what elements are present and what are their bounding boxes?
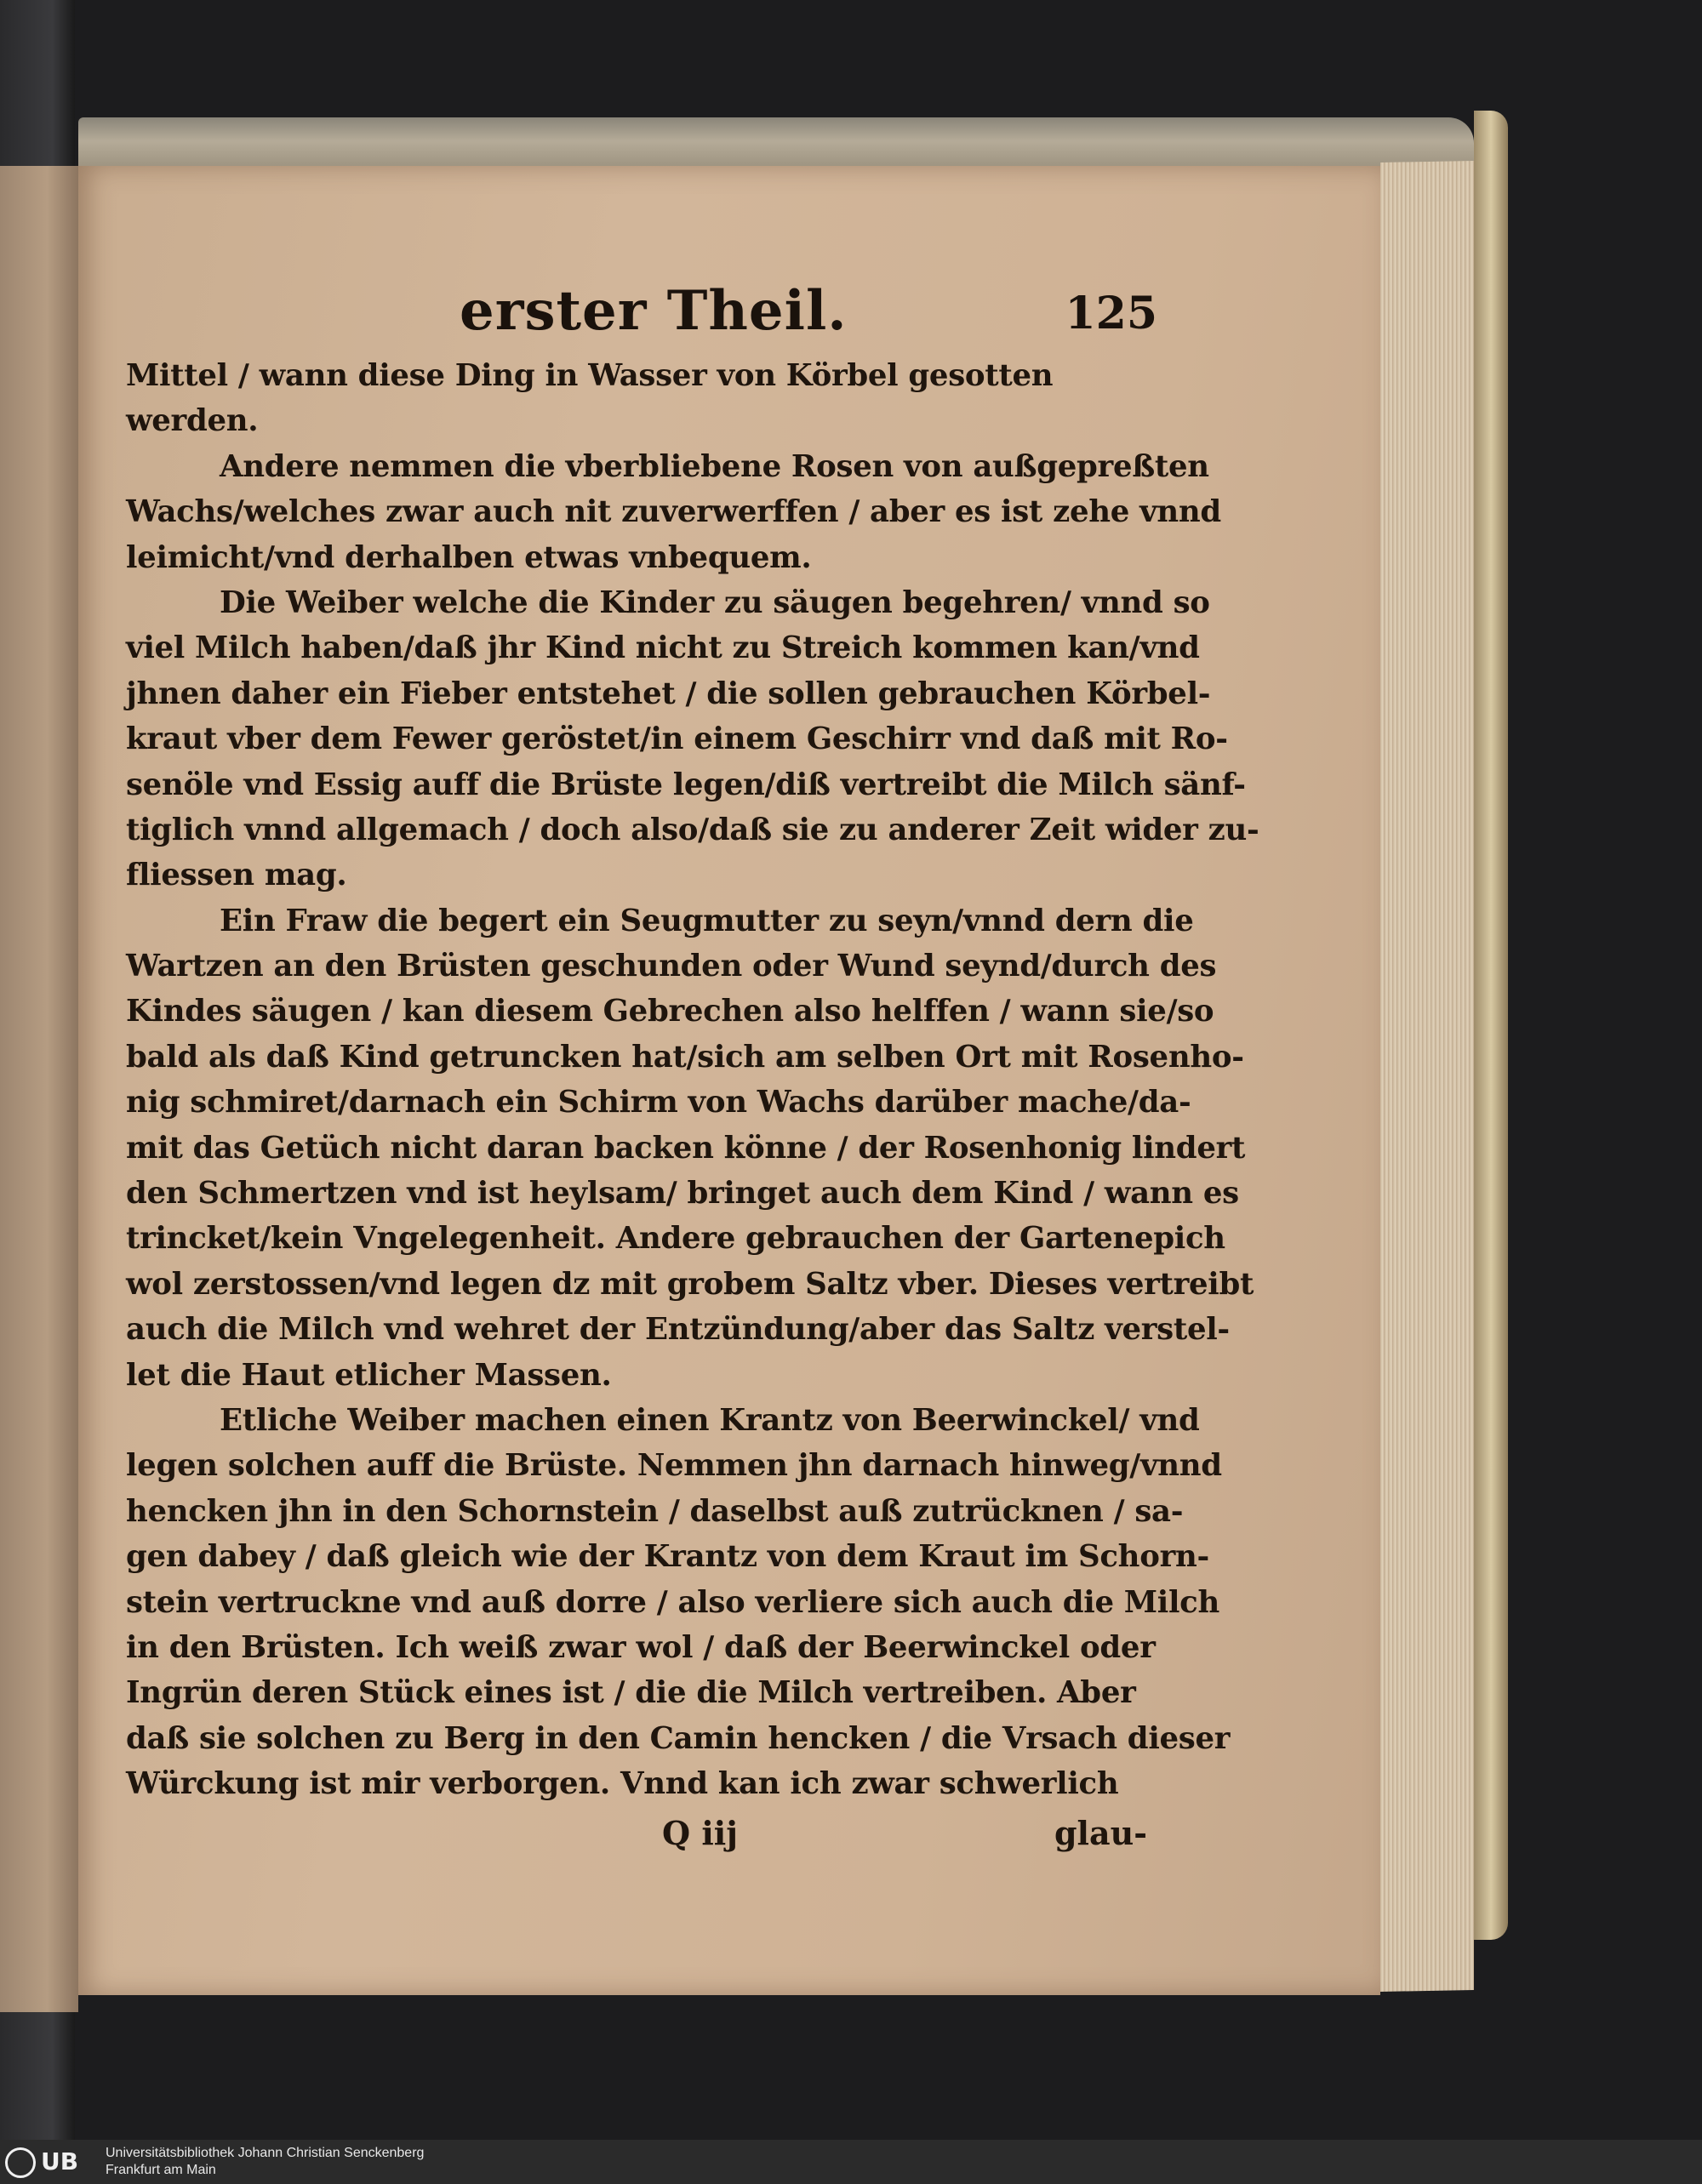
page-number: 125 [1065, 288, 1157, 339]
body-text [126, 353, 1259, 1807]
text-line: leimicht/vnd derhalben etwas vnbequem. [126, 539, 812, 575]
text-line: hencken jhn in den Schornstein / daselbst auß zutrücknen / sa- [126, 1493, 1184, 1529]
signature-line [126, 1814, 1147, 1865]
text-line: Mittel / wann diese Ding in Wasser von Körbel gesotten [126, 358, 1054, 393]
library-logo-icon [5, 2147, 36, 2178]
library-logo[interactable] [5, 2147, 99, 2177]
text-line: nig schmiret/darnach ein Schirm von Wachs darüber mache/da- [126, 1085, 1191, 1121]
text-line: jhnen daher ein Fieber entstehet / die sollen gebrauchen Körbel- [126, 676, 1211, 711]
text-line: Wartzen an den Brüsten geschunden oder Wund seynd/durch des [126, 949, 1217, 984]
footer-bar [0, 2140, 1702, 2184]
text-line: gen dabey / daß gleich wie der Krantz von dem Kraut im Schorn- [126, 1539, 1209, 1575]
facing-page-fragment [0, 166, 78, 2012]
book-cover-edge [1474, 111, 1508, 1940]
institution-city: Frankfurt am Main [106, 2163, 216, 2177]
text-line: werden. [126, 403, 259, 439]
text-line: Wachs/welches zwar auch nit zuverwerffen / aber es ist zehe vnnd [126, 494, 1221, 530]
text-line: let die Haut etlicher Massen. [126, 1357, 612, 1393]
library-logo-text: UB [41, 2147, 79, 2175]
text-line: den Schmertzen vnd ist heylsam/ bringet auch dem Kind / wann es [126, 1176, 1239, 1212]
text-line: Die Weiber welche die Kinder zu säugen begehren/ vnnd so [220, 584, 1210, 620]
running-head: erster Theil. [460, 279, 848, 343]
institution-credit [106, 2145, 424, 2179]
text-line: bald als daß Kind getruncken hat/sich am selben Ort mit Rosenho- [126, 1039, 1244, 1075]
text-line: wol zerstossen/vnd legen dz mit grobem Saltz vber. Dieses vertreibt [126, 1266, 1254, 1302]
book-fore-edge [1380, 161, 1474, 1992]
signature-mark: Q iij [662, 1814, 738, 1852]
text-line: Kindes säugen / kan diesem Gebrechen also helffen / wann sie/so [126, 994, 1214, 1029]
text-line: kraut vber dem Fewer geröstet/in einem Geschirr vnd daß mit Ro- [126, 721, 1228, 757]
text-line: trincket/kein Vngelegenheit. Andere gebrauchen der Gartenepich [126, 1221, 1225, 1257]
text-line: in den Brüsten. Ich weiß zwar wol / daß der Beerwinckel oder [126, 1629, 1156, 1665]
book-top-edge [78, 117, 1474, 170]
text-line: tiglich vnnd allgemach / doch also/daß sie zu anderer Zeit wider zu- [126, 812, 1259, 847]
catchword: glau- [1054, 1814, 1147, 1852]
text-line: senöle vnd Essig auff die Brüste legen/diß vertreibt die Milch sänf- [126, 767, 1246, 802]
text-line: Ein Fraw die begert ein Seugmutter zu seyn/vnnd dern die [220, 903, 1194, 938]
text-line: daß sie solchen zu Berg in den Camin hencken / die Vrsach dieser [126, 1720, 1231, 1756]
text-line: auch die Milch vnd wehret der Entzündung/aber das Saltz verstel- [126, 1312, 1230, 1348]
institution-name: Universitätsbibliothek Johann Christian Senckenberg [106, 2146, 425, 2160]
text-line: fliessen mag. [126, 858, 347, 893]
text-line: stein vertruckne vnd auß dorre / also verliere sich auch die Milch [126, 1584, 1219, 1620]
text-line: Ingrün deren Stück eines ist / die die Milch vertreiben. Aber [126, 1675, 1136, 1711]
text-line: mit das Getüch nicht daran backen könne / der Rosenhonig lindert [126, 1130, 1246, 1166]
text-line: Andere nemmen die vberbliebene Rosen von außgepreßten [220, 448, 1209, 484]
page-header [460, 279, 1157, 364]
text-line: Würckung ist mir verborgen. Vnnd kan ich zwar schwerlich [126, 1766, 1119, 1802]
text-line: legen solchen auff die Brüste. Nemmen jhn darnach hinweg/vnnd [126, 1448, 1222, 1484]
text-line: Etliche Weiber machen einen Krantz von Beerwinckel/ vnd [220, 1402, 1200, 1438]
text-line: viel Milch haben/daß jhr Kind nicht zu Streich kommen kan/vnd [126, 630, 1200, 666]
